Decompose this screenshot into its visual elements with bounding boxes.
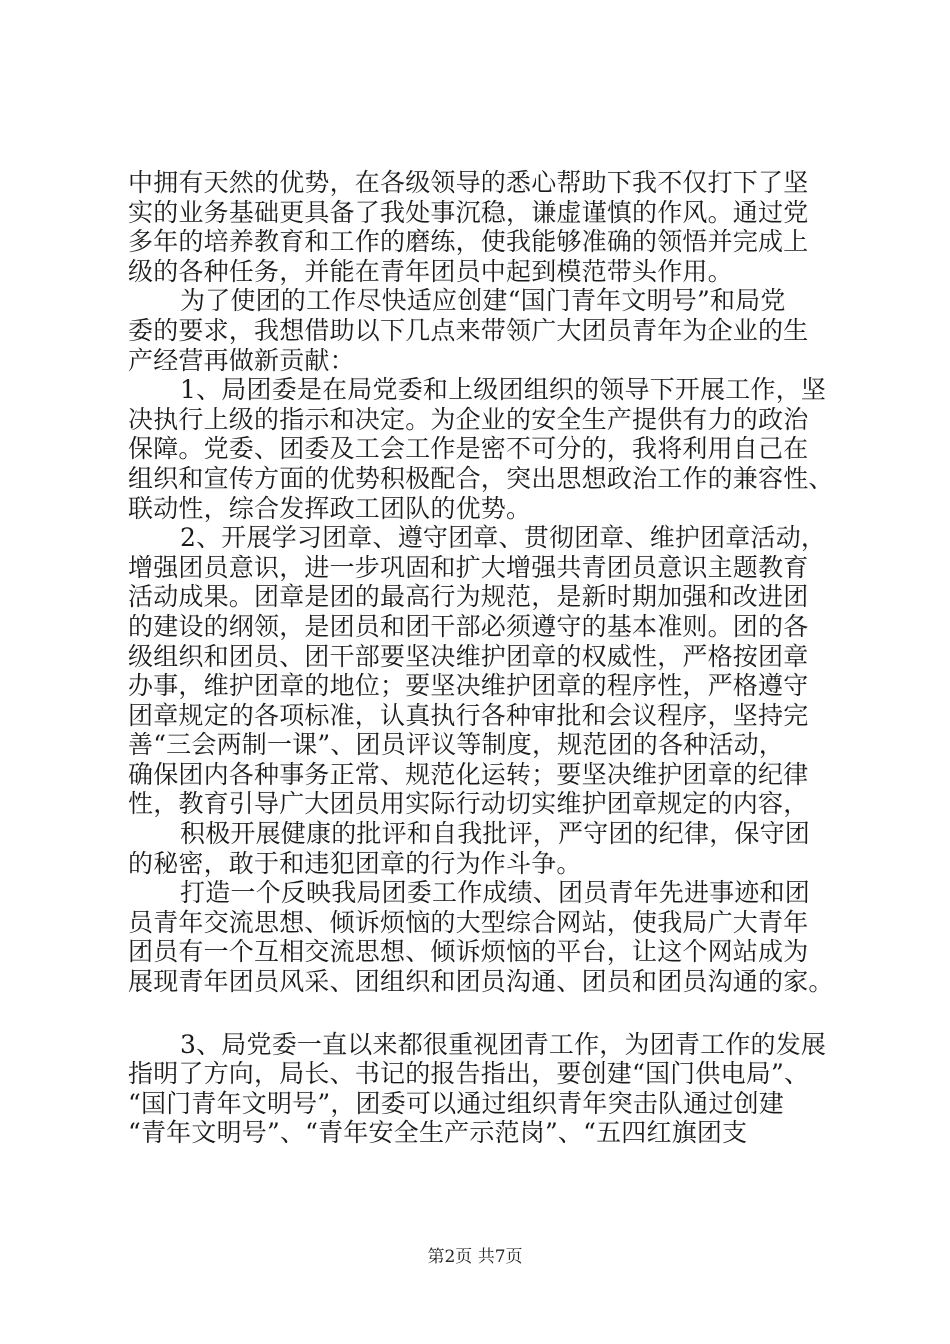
text-line: 增强团员意识，进一步巩固和扩大增强共青团员意识主题教育 (128, 552, 809, 582)
text-line: 团员有一个互相交流思想、倾诉烦恼的平台，让这个网站成为 (128, 937, 809, 967)
text-line: 中拥有天然的优势，在各级领导的悉心帮助下我不仅打下了坚 (128, 168, 809, 197)
text-line: 1、局团委是在局党委和上级团组织的领导下开展工作，坚 (180, 375, 827, 405)
text-line: 展现青年团员风采、团组织和团员沟通、团员和团员沟通的家。 (128, 967, 834, 997)
text-line: 委的要求，我想借助以下几点来带领广大团员青年为企业的生 (128, 315, 809, 345)
text-line: 确保团内各种事务正常、规范化运转；要坚决维护团章的纪律 (128, 759, 809, 789)
text-line: 保障。党委、团委及工会工作是密不可分的，我将利用自己在 (128, 434, 809, 464)
text-line: 活动成果。团章是团的最高行为规范，是新时期加强和改进团 (128, 582, 809, 612)
text-line: 的建设的纲领，是团员和团干部必须遵守的基本准则。团的各 (128, 611, 809, 641)
document-body (128, 168, 868, 1148)
text-line: “青年文明号”、“青年安全生产示范岗”、“五四红旗团支 (128, 1118, 748, 1148)
text-line: 实的业务基础更具备了我处事沉稳，谦虚谨慎的作风。通过党 (128, 197, 809, 227)
text-line: 级的各种任务，并能在青年团员中起到模范带头作用。 (128, 256, 733, 286)
text-line: 性，教育引导广大团员用实际行动切实维护团章规定的内容， (128, 789, 809, 819)
text-line: 员青年交流思想、倾诉烦恼的大型综合网站，使我局广大青年 (128, 907, 809, 937)
text-line: 联动性，综合发挥政工团队的优势。 (128, 493, 532, 523)
text-line: 产经营再做新贡献： (128, 345, 355, 375)
text-line: 积极开展健康的批评和自我批评，严守团的纪律，保守团 (180, 819, 811, 849)
text-line: 多年的培养教育和工作的磨练，使我能够准确的领悟并完成上 (128, 227, 809, 257)
text-line: 级组织和团员、团干部要坚决维护团章的权威性，严格按团章 (128, 641, 809, 671)
text-line: 组织和宣传方面的优势积极配合，突出思想政治工作的兼容性、 (128, 463, 834, 493)
text-line: 为了使团的工作尽快适应创建“国门青年文明号”和局党 (180, 286, 786, 316)
text-line: 2、开展学习团章、遵守团章、贯彻团章、维护团章活动， (180, 523, 827, 553)
text-line: 善“三会两制一课”、团员评议等制度，规范团的各种活动， (128, 730, 784, 760)
text-line: 办事，维护团章的地位；要坚决维护团章的程序性，严格遵守 (128, 671, 809, 701)
text-line: 打造一个反映我局团委工作成绩、团员青年先进事迹和团 (180, 878, 811, 908)
text-line: 3、局党委一直以来都很重视团青工作，为团青工作的发展 (180, 1029, 827, 1059)
text-line: 团章规定的各项标准，认真执行各种审批和会议程序，坚持完 (128, 700, 809, 730)
text-line: 决执行上级的指示和决定。为企业的安全生产提供有力的政治 (128, 404, 809, 434)
text-line: 的秘密，敢于和违犯团章的行为作斗争。 (128, 848, 582, 878)
page-number-footer: 第2页 共7页 (427, 1247, 523, 1267)
paragraph-gap (128, 997, 868, 1030)
text-line: “国门青年文明号”，团委可以通过组织青年突击队通过创建 (128, 1088, 784, 1118)
text-line: 指明了方向，局长、书记的报告指出，要创建“国门供电局”、 (128, 1059, 810, 1089)
